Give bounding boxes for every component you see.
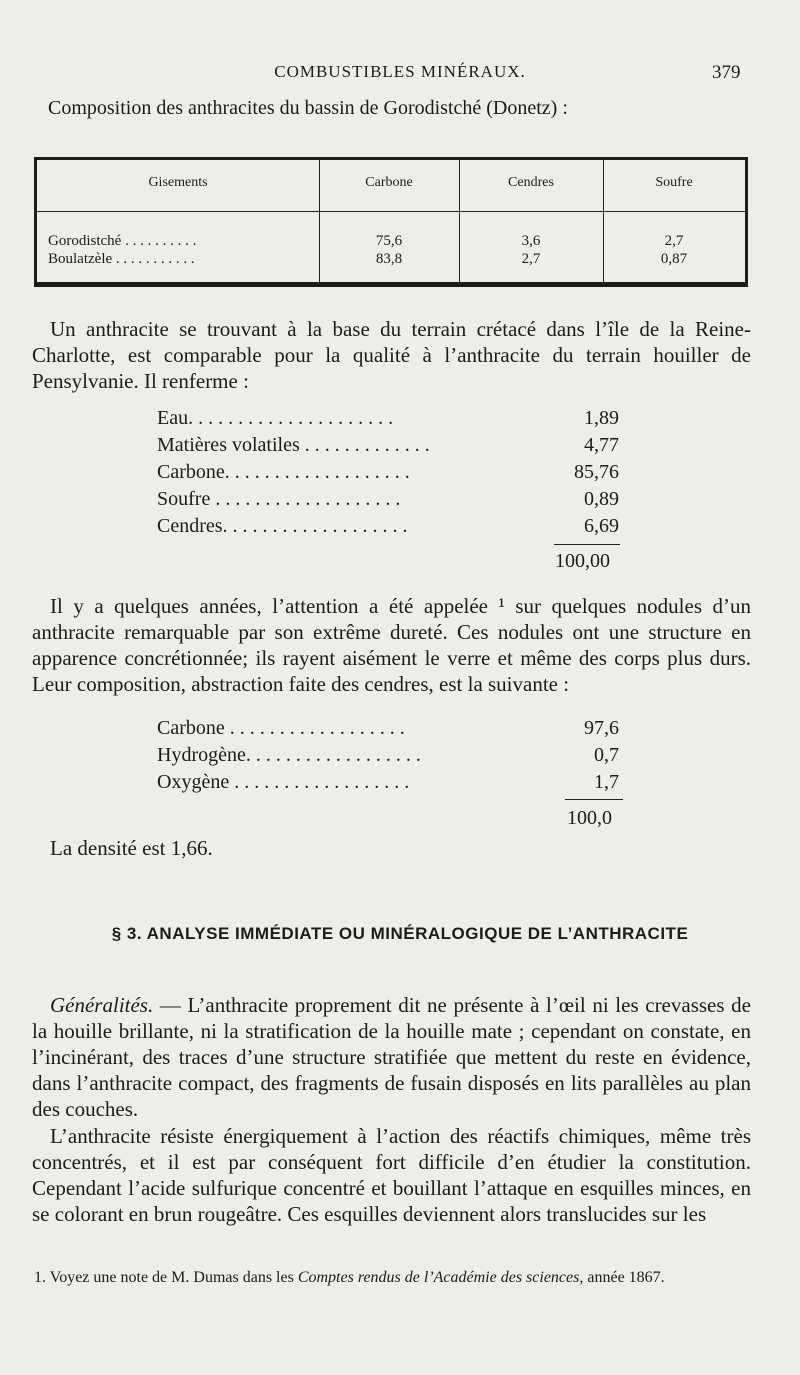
paragraph-text: Un anthracite se trouvant à la base du terrain crétacé dans l’île de la Reine-Charlotte, est comparable pour la qualité à l’anthracite du terrain houiller de Pensylvanie. Il renferme : — [32, 317, 751, 393]
paragraph — [32, 316, 751, 394]
item-label: Cendres. . . . . . . . . . . . . . . . . . . — [157, 515, 408, 537]
list-item — [157, 717, 627, 744]
composition-list — [157, 717, 627, 798]
list-item — [157, 488, 627, 515]
table-cell-cendres: 2,7 — [521, 251, 541, 267]
list-item — [157, 771, 627, 798]
item-label: Carbone. . . . . . . . . . . . . . . . . . . — [157, 461, 410, 483]
list-item — [157, 461, 627, 488]
item-value: 6,69 — [584, 515, 619, 537]
composition-table — [34, 157, 748, 287]
footnote-text: , année 1867. — [579, 1269, 665, 1286]
column-header: Soufre — [655, 175, 693, 190]
table-cell-soufre: 0,87 — [660, 251, 688, 267]
table-cell-soufre: 2,7 — [664, 233, 684, 249]
item-label: Oxygène . . . . . . . . . . . . . . . . . . — [157, 771, 410, 793]
item-value: 1,89 — [584, 407, 619, 429]
column-header: Gisements — [148, 175, 208, 190]
list-item — [157, 434, 627, 461]
table-cell-carbone: 75,6 — [375, 233, 403, 249]
item-value: 0,7 — [594, 744, 619, 766]
column-header: Cendres — [508, 175, 554, 190]
page-number: 379 — [712, 62, 741, 83]
item-label: Carbone . . . . . . . . . . . . . . . . . . — [157, 717, 405, 739]
running-title: COMBUSTIBLES MINÉRAUX. — [274, 62, 526, 81]
item-label: Eau. . . . . . . . . . . . . . . . . . . . . — [157, 407, 394, 429]
paragraph — [32, 1123, 751, 1227]
list-item — [157, 744, 627, 771]
sum-rule — [565, 799, 623, 800]
item-label: Hydrogène. . . . . . . . . . . . . . . . . . — [157, 744, 421, 766]
paragraph — [32, 992, 751, 1122]
sum-rule — [554, 544, 620, 545]
list-item — [157, 407, 627, 434]
footnote-citation: Comptes rendus de l’Académie des sciences — [297, 1269, 580, 1286]
list-item — [157, 515, 627, 542]
table-cell-cendres: 3,6 — [521, 233, 541, 249]
item-value: 1,7 — [594, 771, 619, 793]
footnote — [34, 1268, 750, 1288]
paragraph-lead: Généralités. — [50, 993, 154, 1017]
paragraph — [32, 593, 751, 697]
section-title: § 3. ANALYSE IMMÉDIATE OU MINÉRALOGIQUE DE L’ANTHRACITE — [111, 924, 689, 943]
paragraph-text: — L’anthracite proprement dit ne présente à l’œil ni les crevasses de la houille brillante, ni la stratification de la houille mate ; cependant on constate, en l’incinérant, des traces d’une structure stratifiée que mettent du reste en évidence, dans l’anthracite compact, des fragments de fusain disposés en lits parallèles au plan des couches. — [32, 993, 751, 1121]
item-value: 0,89 — [584, 488, 619, 510]
table-cell-carbone: 83,8 — [375, 251, 403, 267]
sum-total: 100,0 — [567, 807, 612, 829]
item-value: 4,77 — [584, 434, 619, 456]
paragraph-text: L’anthracite résiste énergiquement à l’action des réactifs chimiques, même très concentrés, et il est par conséquent fort difficile d’en étudier la constitution. Cependant l’acide sulfurique concentré et bouillant l’attaque en esquilles minces, en se colorant en brun rougeâtre. Ces esquilles deviennent alors translucides sur les — [32, 1124, 751, 1226]
composition-list — [157, 407, 627, 542]
footnote-marker: 1. — [34, 1269, 46, 1286]
sum-total: 100,00 — [555, 550, 610, 572]
item-label: Soufre . . . . . . . . . . . . . . . . . . . — [157, 488, 401, 510]
footnote-text: Voyez une note de M. Dumas dans les — [46, 1269, 298, 1286]
column-header: Carbone — [365, 175, 413, 190]
header-divider — [37, 211, 745, 212]
table-cell-gisement: Boulatzèle . . . . . . . . . . . — [48, 251, 195, 267]
item-value: 97,6 — [584, 717, 619, 739]
table-cell-gisement: Gorodistché . . . . . . . . . . — [48, 233, 197, 249]
density-line: La densité est 1,66. — [50, 836, 213, 860]
item-value: 85,76 — [574, 461, 619, 483]
paragraph-text: Il y a quelques années, l’attention a été appelée ¹ sur quelques nodules d’un anthracite remarquable par son extrême dureté. Ces nodules ont une structure en apparence concrétionnée; ils rayent aisément le verre et même des corps plus durs. Leur composition, abstraction faite des cendres, est la suivante : — [32, 594, 751, 696]
item-label: Matières volatiles . . . . . . . . . . . . . — [157, 434, 430, 456]
table-heading: Composition des anthracites du bassin de Gorodistché (Donetz) : — [48, 97, 568, 119]
